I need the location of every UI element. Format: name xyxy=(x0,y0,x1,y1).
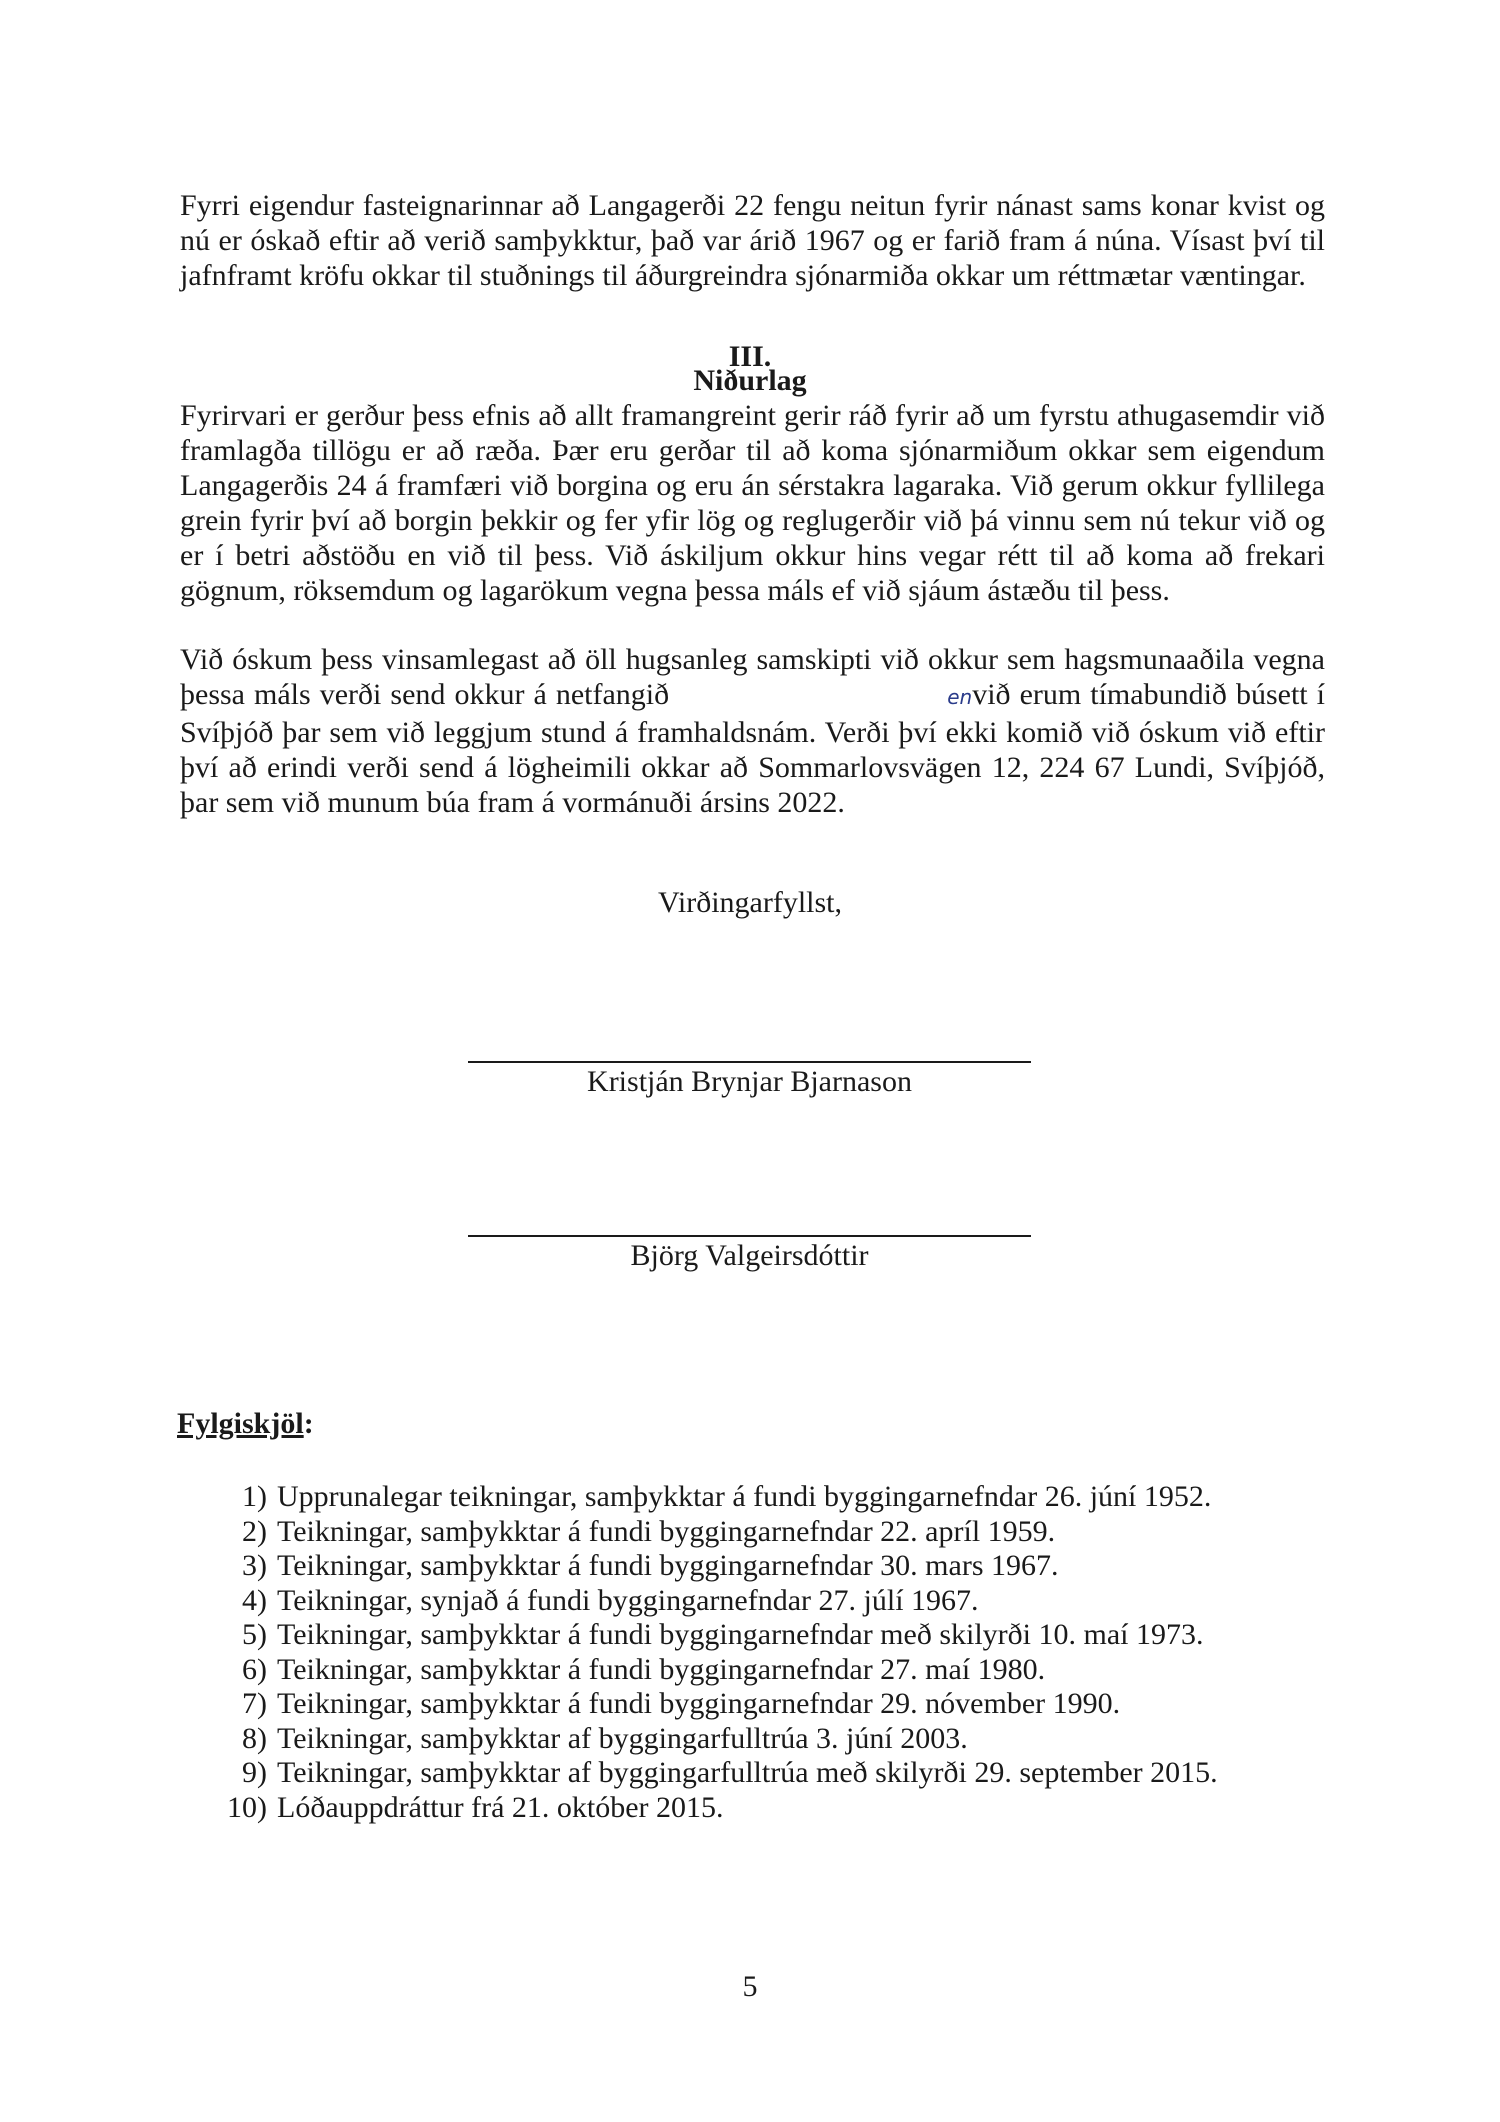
attachments-heading-text: Fylgiskjöl xyxy=(177,1407,304,1440)
list-item-number: 3) xyxy=(242,1549,267,1582)
list-item-number: 6) xyxy=(242,1652,267,1686)
list-item xyxy=(222,1653,1218,1688)
paragraph-prior-owners: Fyrri eigendur fasteignarinnar að Langagerði 22 fengu neitun fyrir nánast sams konar kvist og nú er óskað eftir að verið samþykktur, það var árið 1967 og er farið fram á núna. Vísast því til jafnframt kröfu okkar til stuðnings til áðurgreindra sjónarmiða okkar um réttmætar væntingar. xyxy=(180,189,1325,292)
attachments-list xyxy=(222,1480,1218,1825)
list-item xyxy=(222,1618,1218,1653)
list-item-number: 2) xyxy=(242,1514,267,1548)
signature-line-1 xyxy=(468,1061,1031,1063)
closing-salutation: Virðingarfyllst, xyxy=(658,886,842,919)
attachments-heading xyxy=(177,1407,314,1441)
attachments-heading-colon: : xyxy=(303,1407,314,1440)
list-item-number: 1) xyxy=(242,1480,267,1513)
list-item xyxy=(222,1722,1218,1757)
list-item xyxy=(222,1549,1218,1584)
paragraph-conclusion: Fyrirvari er gerður þess efnis að allt framangreint gerir ráð fyrir að um fyrstu athugasemdir við framlagða tillögu er að ræða. Þær eru gerðar til að koma sjónarmiðum okkar sem eigendum Langagerðis 24 á framfæri við borgina og eru án sérstakra lagaraka. Við gerum okkur fyllilega grein fyrir því að borgin þekkir og fer yfir lög og reglugerðir við þá vinnu sem nú tekur við og er í betri aðstöðu en við til þess. Við áskiljum okkur hins vegar rétt til að koma að frekari gögnum, röksemdum og lagarökum vegna þessa máls ef við sjáum ástæðu til þess. xyxy=(180,399,1325,607)
list-item-number: 7) xyxy=(242,1687,267,1720)
list-item xyxy=(222,1687,1218,1722)
list-item xyxy=(222,1480,1218,1515)
contact-text-part2: við erum tímabundið búsett í Svíþjóð þar sem við leggjum stund á framhaldsnám. Verði því ekki komið við óskum við eftir því að erindi verði send á lögheimili okkar að Sommarlovsvägen 12, 224 67 Lundi, Svíþjóð, þar sem við munum búa fram á vormánuði ársins 2022. xyxy=(180,678,1325,819)
paragraph-contact xyxy=(180,642,1325,820)
handwritten-mark: en xyxy=(947,685,973,709)
list-item-number: 9) xyxy=(242,1756,267,1789)
list-item-text: Teikningar, samþykktar á fundi byggingarnefndar 30. mars 1967. xyxy=(277,1549,1059,1582)
list-item-text: Teikningar, samþykktar á fundi byggingarnefndar með skilyrði 10. maí 1973. xyxy=(277,1618,1204,1651)
page-number: 5 xyxy=(742,1970,758,2003)
section-title: Niðurlag xyxy=(693,364,807,397)
signatory-name-1: Kristján Brynjar Bjarnason xyxy=(587,1065,912,1098)
list-item-text: Teikningar, samþykktar á fundi byggingarnefndar 29. nóvember 1990. xyxy=(277,1687,1121,1720)
list-item-text: Upprunalegar teikningar, samþykktar á fundi byggingarnefndar 26. júní 1952. xyxy=(277,1480,1212,1513)
list-item-number: 8) xyxy=(242,1721,267,1755)
list-item xyxy=(222,1756,1218,1791)
signatory-name-2: Björg Valgeirsdóttir xyxy=(630,1239,869,1272)
list-item-number: 5) xyxy=(242,1618,267,1651)
list-item-text: Lóðauppdráttur frá 21. október 2015. xyxy=(277,1790,724,1824)
list-item-text: Teikningar, synjað á fundi byggingarnefndar 27. júlí 1967. xyxy=(277,1583,979,1617)
list-item xyxy=(222,1515,1218,1550)
list-item-text: Teikningar, samþykktar af byggingarfulltrúa 3. júní 2003. xyxy=(277,1721,968,1755)
section-number: III. xyxy=(728,340,772,373)
list-item-number: 4) xyxy=(242,1583,267,1617)
signature-line-2 xyxy=(468,1235,1031,1237)
list-item-number: 10) xyxy=(227,1790,267,1824)
list-item-text: Teikningar, samþykktar af byggingarfulltrúa með skilyrði 29. september 2015. xyxy=(277,1756,1218,1789)
list-item xyxy=(222,1791,1218,1826)
list-item xyxy=(222,1584,1218,1619)
list-item-text: Teikningar, samþykktar á fundi byggingarnefndar 27. maí 1980. xyxy=(277,1652,1046,1686)
list-item-text: Teikningar, samþykktar á fundi byggingarnefndar 22. apríl 1959. xyxy=(277,1514,1056,1548)
contact-text-part1: Við óskum þess vinsamlegast að öll hugsanleg samskipti við okkur sem hagsmunaaðila vegna þessa máls verði send okkur á netfangið xyxy=(180,643,1325,711)
